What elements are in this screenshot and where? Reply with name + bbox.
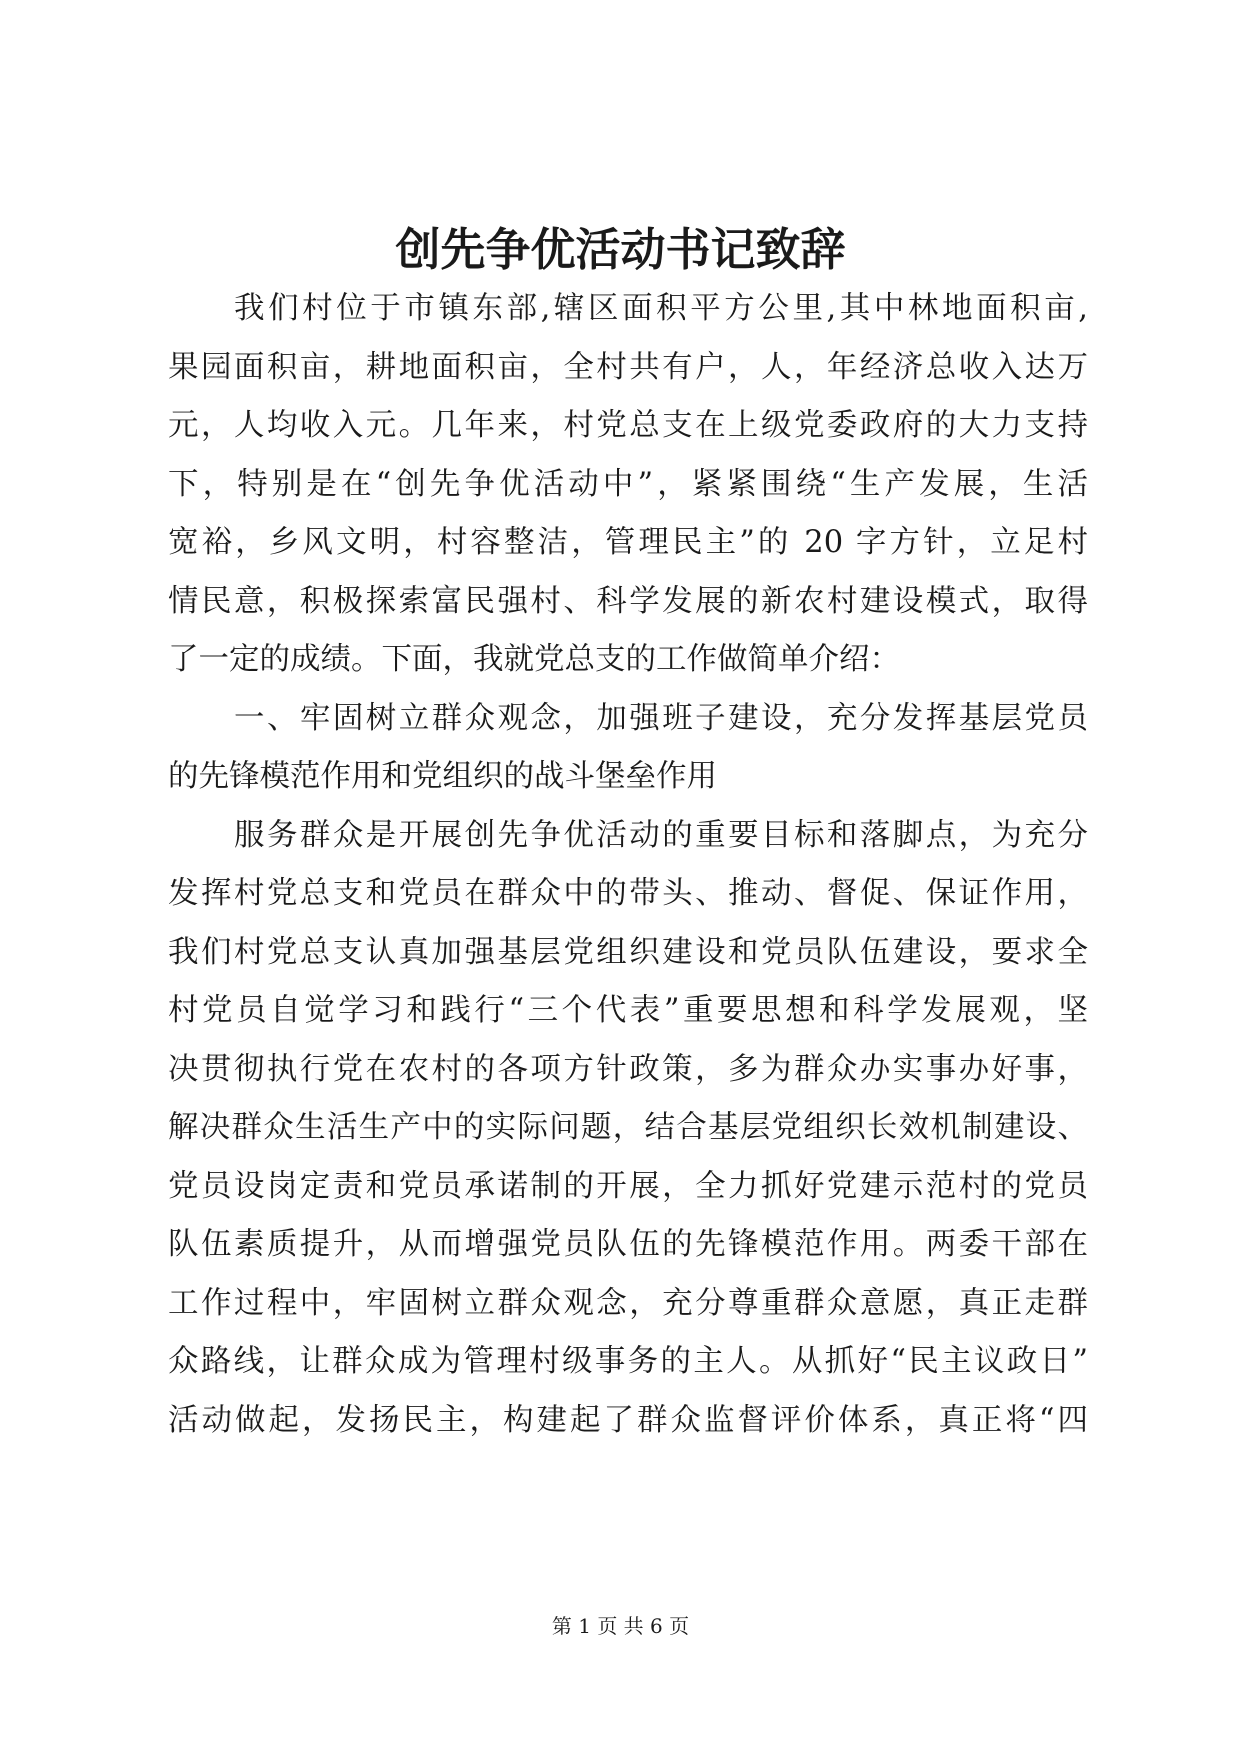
- text-line: 村党员自觉学习和践行“三个代表”重要思想和科学发展观，坚: [168, 993, 1088, 1028]
- document-title: 创先争优活动书记致辞: [395, 223, 846, 276]
- text-line: 服务群众是开展创先争优活动的重要目标和落脚点，为充分: [234, 818, 1088, 853]
- text-line: 下，特别是在“创先争优活动中”，紧紧围绕“生产发展，生活: [168, 467, 1088, 502]
- text-line: 活动做起，发扬民主，构建起了群众监督评价体系，真正将“四: [168, 1403, 1088, 1438]
- section-heading-line: 一、牢固树立群众观念，加强班子建设，充分发挥基层党员: [234, 701, 1088, 736]
- text-line: 发挥村党总支和党员在群众中的带头、推动、督促、保证作用，: [168, 876, 1088, 911]
- text-line: 情民意，积极探索富民强村、科学发展的新农村建设模式，取得: [168, 584, 1088, 619]
- text-line: 宽裕，乡风文明，村容整洁，管理民主”的 20 字方针，立足村: [168, 525, 1088, 560]
- text-line: 我们村党总支认真加强基层党组织建设和党员队伍建设，要求全: [168, 935, 1088, 970]
- text-line: 工作过程中，牢固树立群众观念，充分尊重群众意愿，真正走群: [168, 1286, 1088, 1321]
- text-line: 我们村位于市镇东部,辖区面积平方公里,其中林地面积亩,: [234, 291, 1088, 326]
- text-line: 了一定的成绩。下面，我就党总支的工作做简单介绍：: [168, 642, 900, 677]
- page-footer: 第 1 页 共 6 页: [551, 1614, 690, 1638]
- section-heading-line: 的先锋模范作用和党组织的战斗堡垒作用: [168, 759, 717, 794]
- text-line: 决贯彻执行党在农村的各项方针政策，多为群众办实事办好事，: [168, 1052, 1088, 1087]
- text-line: 元，人均收入元。几年来，村党总支在上级党委政府的大力支持: [168, 408, 1088, 443]
- text-line: 党员设岗定责和党员承诺制的开展，全力抓好党建示范村的党员: [168, 1169, 1088, 1204]
- text-line: 队伍素质提升，从而增强党员队伍的先锋模范作用。两委干部在: [168, 1227, 1088, 1262]
- text-line: 果园面积亩，耕地面积亩，全村共有户，人，年经济总收入达万: [168, 350, 1088, 385]
- text-line: 众路线，让群众成为管理村级事务的主人。从抓好“民主议政日”: [168, 1344, 1088, 1379]
- text-line: 解决群众生活生产中的实际问题，结合基层党组织长效机制建设、: [168, 1110, 1088, 1145]
